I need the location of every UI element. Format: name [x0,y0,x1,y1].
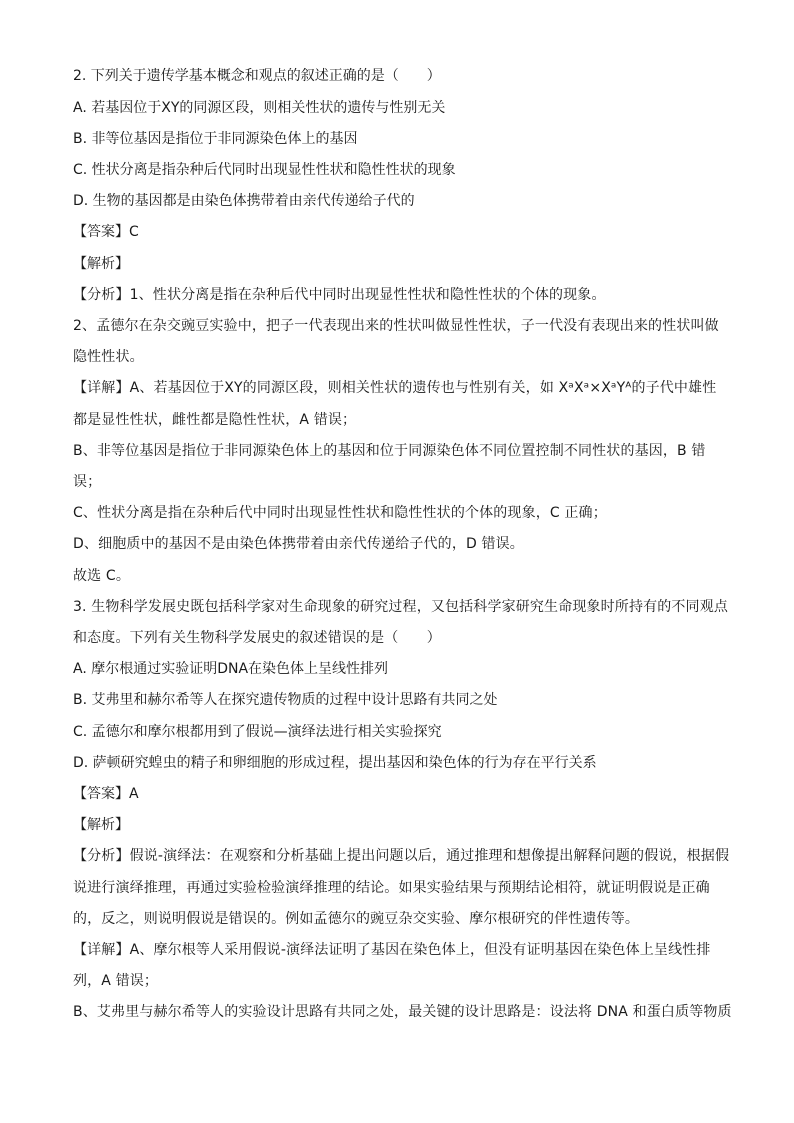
q2-answer: 【答案】C [73,224,139,240]
q3-option-d: D. 萨顿研究蝗虫的精子和卵细胞的形成过程，提出基因和染色体的行为存在平行关系 [73,755,597,771]
q2-analysis-line: 2、孟德尔在杂交豌豆实验中，把子一代表现出来的性状叫做显性性状，子一代没有表现出来的性状叫做 [73,318,719,334]
q2-analysis-line: 都是显性性状，雌性都是隐性性状，A 错误； [73,412,357,428]
q2-analysis-line: 隐性性状。 [73,349,144,365]
q3-analysis-line: 【分析】假说-演绎法：在观察和分析基础上提出问题以后，通过推理和想像提出解释问题的假说，根据假 [73,848,730,864]
q3-analysis-line: 说进行演绎推理，再通过实验检验演绎推理的结论。如果实验结果与预期结论相符，就证明假说是正确 [73,880,710,896]
q2-analysis-line: B、非等位基因是指位于非同源染色体上的基因和位于同源染色体不同位置控制不同性状的基因，B 错 [73,443,706,459]
q2-analysis-title: 【解析】 [73,256,129,272]
q2-option-d: D. 生物的基因都是由染色体携带着由亲代传递给子代的 [73,193,415,209]
q3-option-a: A. 摩尔根通过实验证明DNA在染色体上呈线性排列 [73,661,389,677]
q2-option-c: C. 性状分离是指杂种后代同时出现显性性状和隐性性状的现象 [73,162,456,178]
q2-analysis-line: C、性状分离是指在杂种后代中同时出现显性性状和隐性性状的个体的现象，C 正确； [73,505,607,521]
q2-analysis-line: 【详解】A、若基因位于XY的同源区段，则相关性状的遗传也与性别有关，如 XᵃXᵃ×XᵃYᴬ的子代中雄性 [73,380,717,396]
q3-analysis-line: 的，反之，则说明假说是错误的。例如孟德尔的豌豆杂交实验、摩尔根研究的伴性遗传等。 [73,911,639,927]
q3-analysis-title: 【解析】 [73,817,129,833]
q2-option-b: B. 非等位基因是指位于非同源染色体上的基因 [73,131,358,147]
q2-analysis-line: 【分析】1、性状分离是指在杂种后代中同时出现显性性状和隐性性状的个体的现象。 [73,287,606,303]
q2-option-a: A. 若基因位于XY的同源区段，则相关性状的遗传与性别无关 [73,100,446,116]
q3-stem-line: 和态度。下列有关生物科学发展史的叙述错误的是（ ） [73,630,441,646]
q3-answer: 【答案】A [73,786,139,802]
q3-option-b: B. 艾弗里和赫尔希等人在探究遗传物质的过程中设计思路有共同之处 [73,692,498,708]
q3-analysis-line: 列，A 错误； [73,973,159,989]
q2-analysis-line: D、细胞质中的基因不是由染色体携带着由亲代传递给子代的，D 错误。 [73,536,524,552]
q3-analysis-line: B、艾弗里与赫尔希等人的实验设计思路有共同之处，最关键的设计思路是：设法将 DNA 和蛋白质等物质 [73,1004,732,1020]
q3-option-c: C. 孟德尔和摩尔根都用到了假说—演绎法进行相关实验探究 [73,724,442,740]
q2-stem: 2. 下列关于遗传学基本概念和观点的叙述正确的是（ ） [73,68,441,84]
q3-stem-line: 3. 生物科学发展史既包括科学家对生命现象的研究过程，又包括科学家研究生命现象时所持有的不同观点 [73,599,729,615]
q2-analysis-line: 故选 C。 [73,568,130,584]
q2-analysis-line: 误； [73,474,102,490]
q3-analysis-line: 【详解】A、摩尔根等人采用假说-演绎法证明了基因在染色体上，但没有证明基因在染色体上呈线性排 [73,942,711,958]
